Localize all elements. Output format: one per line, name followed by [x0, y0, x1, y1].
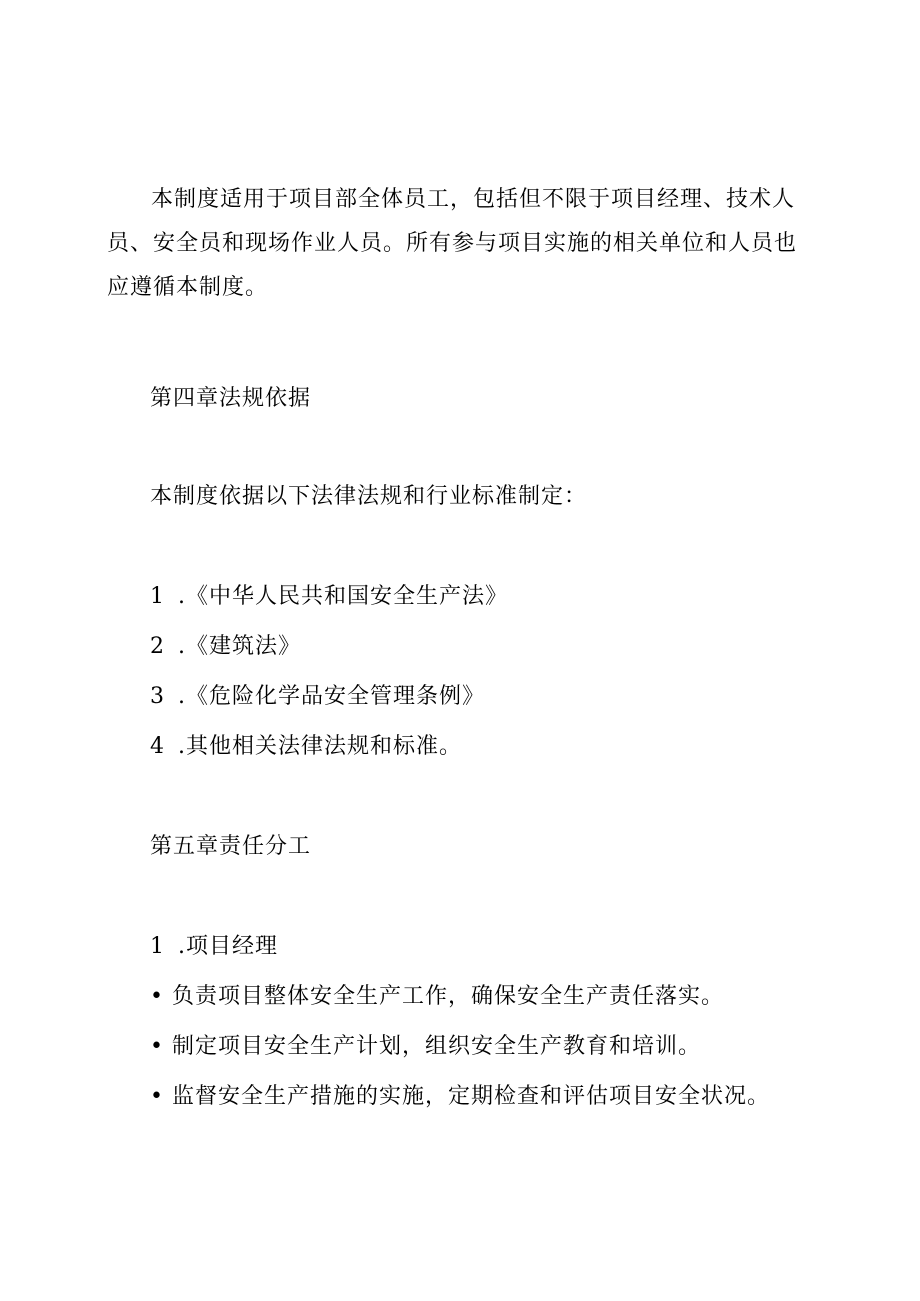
law-list-item — [150, 682, 485, 712]
list-number: 2 — [150, 634, 165, 659]
bullet-icon: • — [150, 1034, 164, 1059]
role-title: .项目经理 — [178, 934, 278, 959]
duty-text: 负责项目整体安全生产工作，确保安全生产责任落实。 — [172, 984, 725, 1009]
list-number: 1 — [150, 584, 165, 609]
duty-item — [150, 1032, 701, 1062]
chapter5-heading: 第五章责任分工 — [150, 834, 312, 859]
duty-text: 监督安全生产措施的实施，定期检查和评估项目安全状况。 — [172, 1084, 771, 1109]
duty-item — [150, 1082, 770, 1112]
list-text: .《建筑法》 — [178, 634, 301, 659]
law-list-item — [150, 582, 508, 612]
list-text: .其他相关法律法规和标准。 — [178, 734, 462, 759]
bullet-icon: • — [150, 1084, 164, 1109]
list-number: 4 — [150, 734, 165, 759]
law-list-item — [150, 632, 301, 662]
chapter4-intro: 本制度依据以下法律法规和行业标准制定： — [150, 484, 588, 509]
list-text: .《危险化学品安全管理条例》 — [178, 684, 485, 709]
duty-text: 制定项目安全生产计划，组织安全生产教育和培训。 — [172, 1034, 702, 1059]
duty-item — [150, 982, 724, 1012]
list-number: 1 — [150, 934, 165, 959]
bullet-icon: • — [150, 984, 164, 1009]
role-item — [150, 932, 278, 962]
law-list-item — [150, 732, 462, 762]
chapter4-heading: 第四章法规依据 — [150, 386, 312, 411]
list-number: 3 — [150, 684, 165, 709]
list-text: .《中华人民共和国安全生产法》 — [178, 584, 508, 609]
intro-paragraph: 本制度适用于项目部全体员工，包括但不限于项目经理、技术人员、安全员和现场作业人员。所有参与项目实施的相关单位和人员也应遵循本制度。 — [107, 187, 798, 300]
